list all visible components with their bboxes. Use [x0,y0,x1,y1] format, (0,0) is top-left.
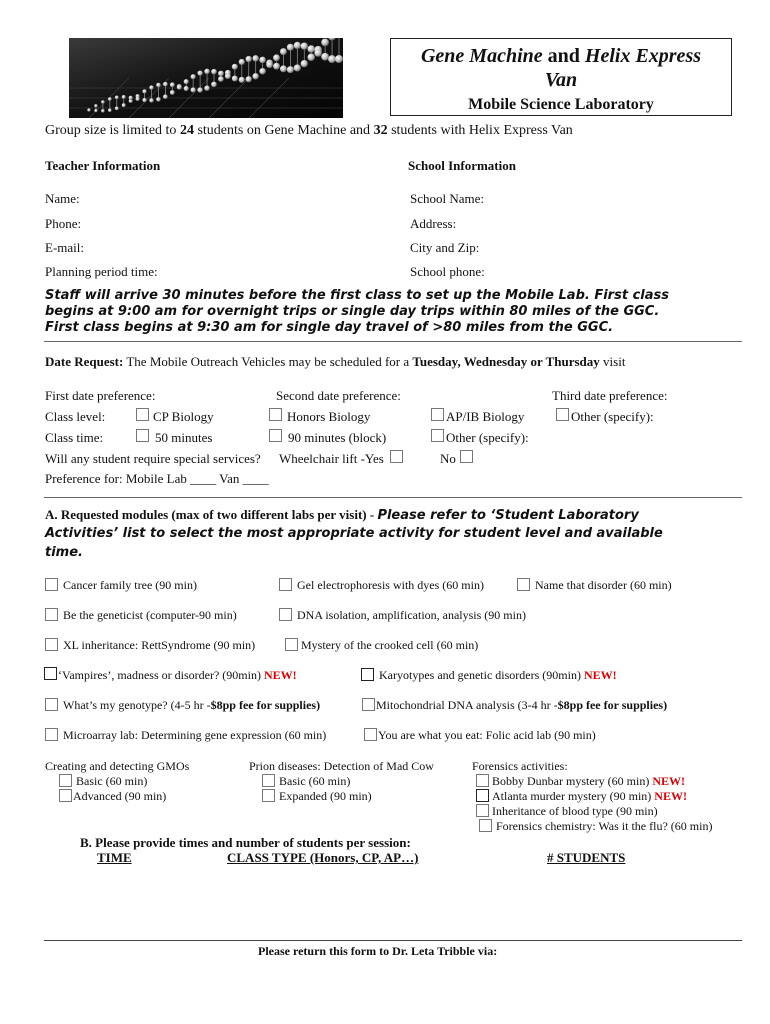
name-that-disorder-label: Name that disorder (60 min) [535,578,672,592]
divider-2 [44,497,742,498]
notice-line-1: Staff will arrive 30 minutes before the first class to set up the Mobile Lab. First class [45,288,669,303]
blood-type-checkbox[interactable] [476,804,489,817]
prion-heading: Prion diseases: Detection of Mad Cow [249,759,434,773]
bobby-dunbar-label [492,774,685,789]
date-request-text1: The Mobile Outreach Vehicles may be scheduled for a [123,354,413,369]
atlanta-murder-checkbox[interactable] [476,789,489,802]
vampires-new-badge: NEW! [263,668,297,682]
karyotypes-text: Karyotypes and genetic disorders (90min) [379,668,584,682]
col-students-header: # STUDENTS [547,850,626,865]
dna-isolation-label: DNA isolation, amplification, analysis (90 min) [297,608,526,622]
first-date-label[interactable]: First date preference: [45,388,156,403]
group-size-suffix: students with Helix Express Van [387,123,573,138]
mitochondrial-text: Mitochondrial DNA analysis (3-4 hr - [376,698,558,712]
mitochondrial-checkbox[interactable] [362,698,375,711]
section-a-refer-2: Activities’ list to select the most appropriate activity for student level and available [45,526,663,541]
wheelchair-yes-checkbox[interactable] [390,450,403,463]
genotype-label [63,698,320,713]
microarray-checkbox[interactable] [45,728,58,741]
dna-isolation-checkbox[interactable] [279,608,292,621]
be-the-geneticist-checkbox[interactable] [45,608,58,621]
bobby-dunbar-text: Bobby Dunbar mystery (60 min) [492,774,653,788]
section-a-refer-1: Please refer to ‘Student Laboratory [377,508,639,523]
gmo-basic-checkbox[interactable] [59,774,72,787]
mitochondrial-fee: $8pp fee for supplies) [557,698,668,712]
prion-basic-label: Basic (60 min) [279,774,351,788]
gmo-heading: Creating and detecting GMOs [45,759,190,773]
forensics-chemistry-label: Forensics chemistry: Was it the flu? (60 min) [496,819,713,833]
title-line-2: Van [544,69,578,91]
atlanta-murder-label [492,789,687,804]
prion-basic-checkbox[interactable] [262,774,275,787]
xl-inheritance-checkbox[interactable] [45,638,58,651]
teacher-phone-label[interactable]: Phone: [45,216,82,231]
footer-return-text: Please return this form to Dr. Leta Tribble via: [258,944,498,958]
group-size-n2: 32 [373,123,388,138]
cp-biology-checkbox[interactable] [136,408,149,421]
school-heading: School Information [408,158,516,173]
date-request [45,354,625,370]
notice-line-3: First class begins at 9:30 am for single day travel of >80 miles from the GGC. [45,320,614,335]
section-a-heading [45,507,639,523]
third-date-label[interactable]: Third date preference: [552,388,668,403]
preference-line[interactable]: Preference for: Mobile Lab ____ Van ____ [45,471,269,486]
genotype-text: What’s my genotype? (4-5 hr - [63,698,211,712]
vampires-text: ‘Vampires’, madness or disorder? (90min) [58,668,264,682]
crooked-cell-checkbox[interactable] [285,638,298,651]
gmo-basic-label: Basic (60 min) [76,774,148,788]
divider-1 [44,341,742,342]
class-level-label: Class level: [45,409,106,424]
other-level-checkbox[interactable] [556,408,569,421]
col-time-header: TIME [97,850,132,865]
prion-expanded-checkbox[interactable] [262,789,275,802]
section-a-title: A. Requested modules (max of two different labs per visit) - [45,507,378,522]
name-that-disorder-checkbox[interactable] [517,578,530,591]
bobby-dunbar-new-badge: NEW! [652,774,685,788]
date-request-text2: visit [599,354,626,369]
50-minutes-checkbox[interactable] [136,429,149,442]
ap-ib-biology-label: AP/IB Biology [446,409,525,424]
forensics-heading: Forensics activities: [472,759,568,773]
vampires-checkbox[interactable] [44,667,57,680]
second-date-label[interactable]: Second date preference: [276,388,401,403]
genotype-fee: $8pp fee for supplies) [210,698,321,712]
section-b-heading: B. Please provide times and number of students per session: [80,835,411,850]
karyotypes-label [379,668,617,683]
special-services-question: Will any student require special services? [45,451,261,466]
folic-acid-label: You are what you eat: Folic acid lab (90 min) [378,728,596,742]
subtitle: Mobile Science Laboratory [468,96,654,113]
divider-3 [44,940,742,941]
microarray-label: Microarray lab: Determining gene expression (60 min) [63,728,327,742]
xl-inheritance-label: XL inheritance: RettSyndrome (90 min) [63,638,256,652]
teacher-heading: Teacher Information [45,158,161,173]
atlanta-murder-text: Atlanta murder mystery (90 min) [492,789,655,803]
group-size-mid: students on Gene Machine and [193,123,374,138]
forensics-chemistry-checkbox[interactable] [479,819,492,832]
col-class-type-header: CLASS TYPE (Honors, CP, AP…) [227,850,419,865]
school-name-label[interactable]: School Name: [410,191,485,206]
50-minutes-label: 50 minutes [155,430,213,445]
school-address-label[interactable]: Address: [410,216,457,231]
date-request-label: Date Request: [45,354,124,369]
prion-expanded-label: Expanded (90 min) [279,789,372,803]
teacher-email-label[interactable]: E-mail: [45,240,84,255]
notice-line-2: begins at 9:00 am for overnight trips or single day trips within 80 miles of the GGC. [45,304,660,319]
wheelchair-yes-label: Wheelchair lift -Yes [279,451,384,466]
school-city-label[interactable]: City and Zip: [410,240,480,255]
school-phone-label[interactable]: School phone: [410,264,485,279]
cancer-family-tree-label: Cancer family tree (90 min) [63,578,197,592]
vampires-label [58,668,297,683]
ap-ib-biology-checkbox[interactable] [431,408,444,421]
other-level-label: Other (specify): [571,409,654,424]
karyotypes-checkbox[interactable] [361,668,374,681]
genotype-checkbox[interactable] [45,698,58,711]
wheelchair-no-label: No [440,451,456,466]
other-time-label: Other (specify): [446,430,529,445]
title-line-1 [391,44,731,68]
90-minutes-checkbox[interactable] [269,429,282,442]
be-the-geneticist-label: Be the geneticist (computer-90 min) [63,608,237,622]
date-request-days: Tuesday, Wednesday or Thursday [412,354,600,369]
honors-biology-checkbox[interactable] [269,408,282,421]
wheelchair-no-checkbox[interactable] [460,450,473,463]
other-time-checkbox[interactable] [431,429,444,442]
gel-electrophoresis-label: Gel electrophoresis with dyes (60 min) [297,578,484,592]
title-gene-machine: Gene Machine [420,45,543,67]
folic-acid-checkbox[interactable] [364,728,377,741]
dna-helix-image [69,38,343,118]
title-helix-express: Helix Express [584,45,702,67]
gmo-advanced-label: Advanced (90 min) [73,789,167,803]
90-minutes-label: 90 minutes (block) [288,430,387,445]
bobby-dunbar-checkbox[interactable] [476,774,489,787]
teacher-name-label[interactable]: Name: [45,191,80,206]
gmo-advanced-checkbox[interactable] [59,789,72,802]
cancer-family-tree-checkbox[interactable] [45,578,58,591]
title-box [390,38,732,116]
teacher-planning-label[interactable]: Planning period time: [45,264,158,279]
gel-electrophoresis-checkbox[interactable] [279,578,292,591]
honors-biology-label: Honors Biology [287,409,371,424]
class-time-label: Class time: [45,430,104,445]
cp-biology-label: CP Biology [153,409,214,424]
mitochondrial-label [376,698,667,713]
group-size-prefix: Group size is limited to [45,123,180,138]
karyotypes-new-badge: NEW! [583,668,617,682]
atlanta-murder-new-badge: NEW! [654,789,687,803]
crooked-cell-label: Mystery of the crooked cell (60 min) [301,638,479,652]
group-size-text [45,123,573,139]
group-size-n1: 24 [179,123,194,138]
title-and: and [547,45,580,67]
section-a-refer-3: time. [45,545,83,560]
blood-type-label: Inheritance of blood type (90 min) [492,804,658,818]
